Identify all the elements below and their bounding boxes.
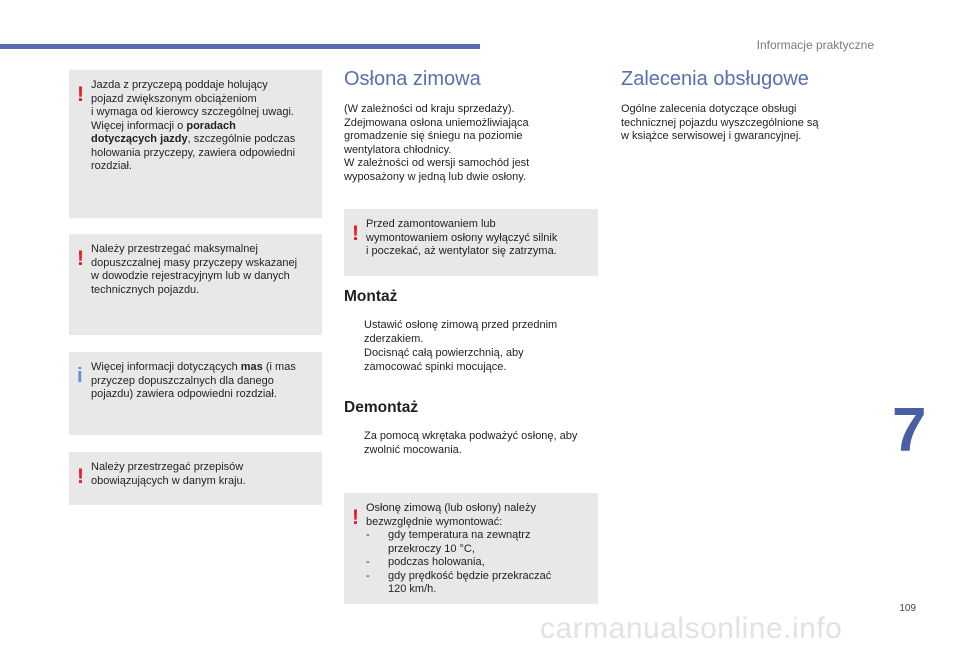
info-text: Więcej informacji dotyczących mas (i mas przyczep dopuszczalnych dla danego pojazdu) zawiera odpowiedni rozdział. <box>91 361 296 400</box>
maintenance-text: Ogólne zalecenia dotyczące obsługi technicznej pojazdu wyszczególnione są w książce serwisowej i gwarancyjnej. <box>621 103 819 142</box>
list-item: Za pomocą wkrętaka podważyć osłonę, aby zwolnić mocowania. <box>364 430 578 456</box>
warning-box-engine-off <box>344 209 598 276</box>
warning-icon: ! <box>77 247 84 270</box>
warning-box-towing <box>69 70 322 218</box>
warning-text: Należy przestrzegać maksymalnej dopuszczalnej masy przyczepy wskazanej w dowodzie rejestracyjnym lub w danych technicznych pojazdu. <box>91 243 298 296</box>
winter-cover-intro: (W zależności od kraju sprzedaży). Zdejmowana osłona uniemożliwiająca gromadzenie się śniegu na poziomie wentylatora chłodnicy. W zależności od wersji samochód jest wyposażony w jedną lub dwie osłony. <box>344 103 530 183</box>
warning-text: Należy przestrzegać przepisów obowiązujących w danym kraju. <box>91 461 246 487</box>
warning-icon: ! <box>77 83 84 106</box>
list-item: - gdy temperatura na zewnątrz przekroczy 10 °C, <box>366 529 531 555</box>
warning-icon: ! <box>352 222 359 245</box>
warning-box-regulations <box>69 452 322 505</box>
warning-icon: ! <box>77 465 84 488</box>
section-header: Informacje praktyczne <box>756 38 874 52</box>
warning-icon: ! <box>352 506 359 529</box>
list-item: Docisnąć całą powierzchnią, aby zamocować spinki mocujące. <box>364 347 524 373</box>
info-box-masses <box>69 352 322 435</box>
removal-conditions-list <box>366 529 588 597</box>
section-title-maintenance: Zalecenia obsługowe <box>621 68 809 90</box>
warning-box-remove-cover <box>344 493 598 604</box>
chapter-number: 7 <box>892 396 927 465</box>
list-item: - gdy prędkość będzie przekraczać 120 km/h. <box>366 569 552 595</box>
header-accent-bar <box>0 44 480 49</box>
page-number: 109 <box>899 603 916 614</box>
watermark: carmanualsonline.info <box>540 612 843 645</box>
warning-text: Jazda z przyczepą poddaje holujący pojazd zwiększonym obciążeniom i wymaga od kierowcy szczególnej uwagi. Więcej informacji o poradach dotyczących jazdy, szczególnie podczas holowania przyczepy, zawiera odpowiedni rozdział. <box>91 79 296 172</box>
mounting-steps <box>344 319 598 375</box>
warning-text: Przed zamontowaniem lub wymontowaniem osłony wyłączyć silnik i poczekać, aż wentylator się zatrzyma. <box>366 218 558 257</box>
list-item: Ustawić osłonę zimową przed przednim zderzakiem. <box>364 319 558 345</box>
section-title-winter-cover: Osłona zimowa <box>344 68 481 90</box>
list-item: - podczas holowania, <box>366 556 485 568</box>
removal-steps <box>344 430 598 458</box>
subsection-title-removal: Demontaż <box>344 399 419 416</box>
warning-intro: Osłonę zimową (lub osłony) należy bezwzględnie wymontować: <box>366 502 536 528</box>
warning-box-max-mass <box>69 234 322 335</box>
info-icon: i <box>77 365 83 387</box>
subsection-title-mounting: Montaż <box>344 288 398 305</box>
